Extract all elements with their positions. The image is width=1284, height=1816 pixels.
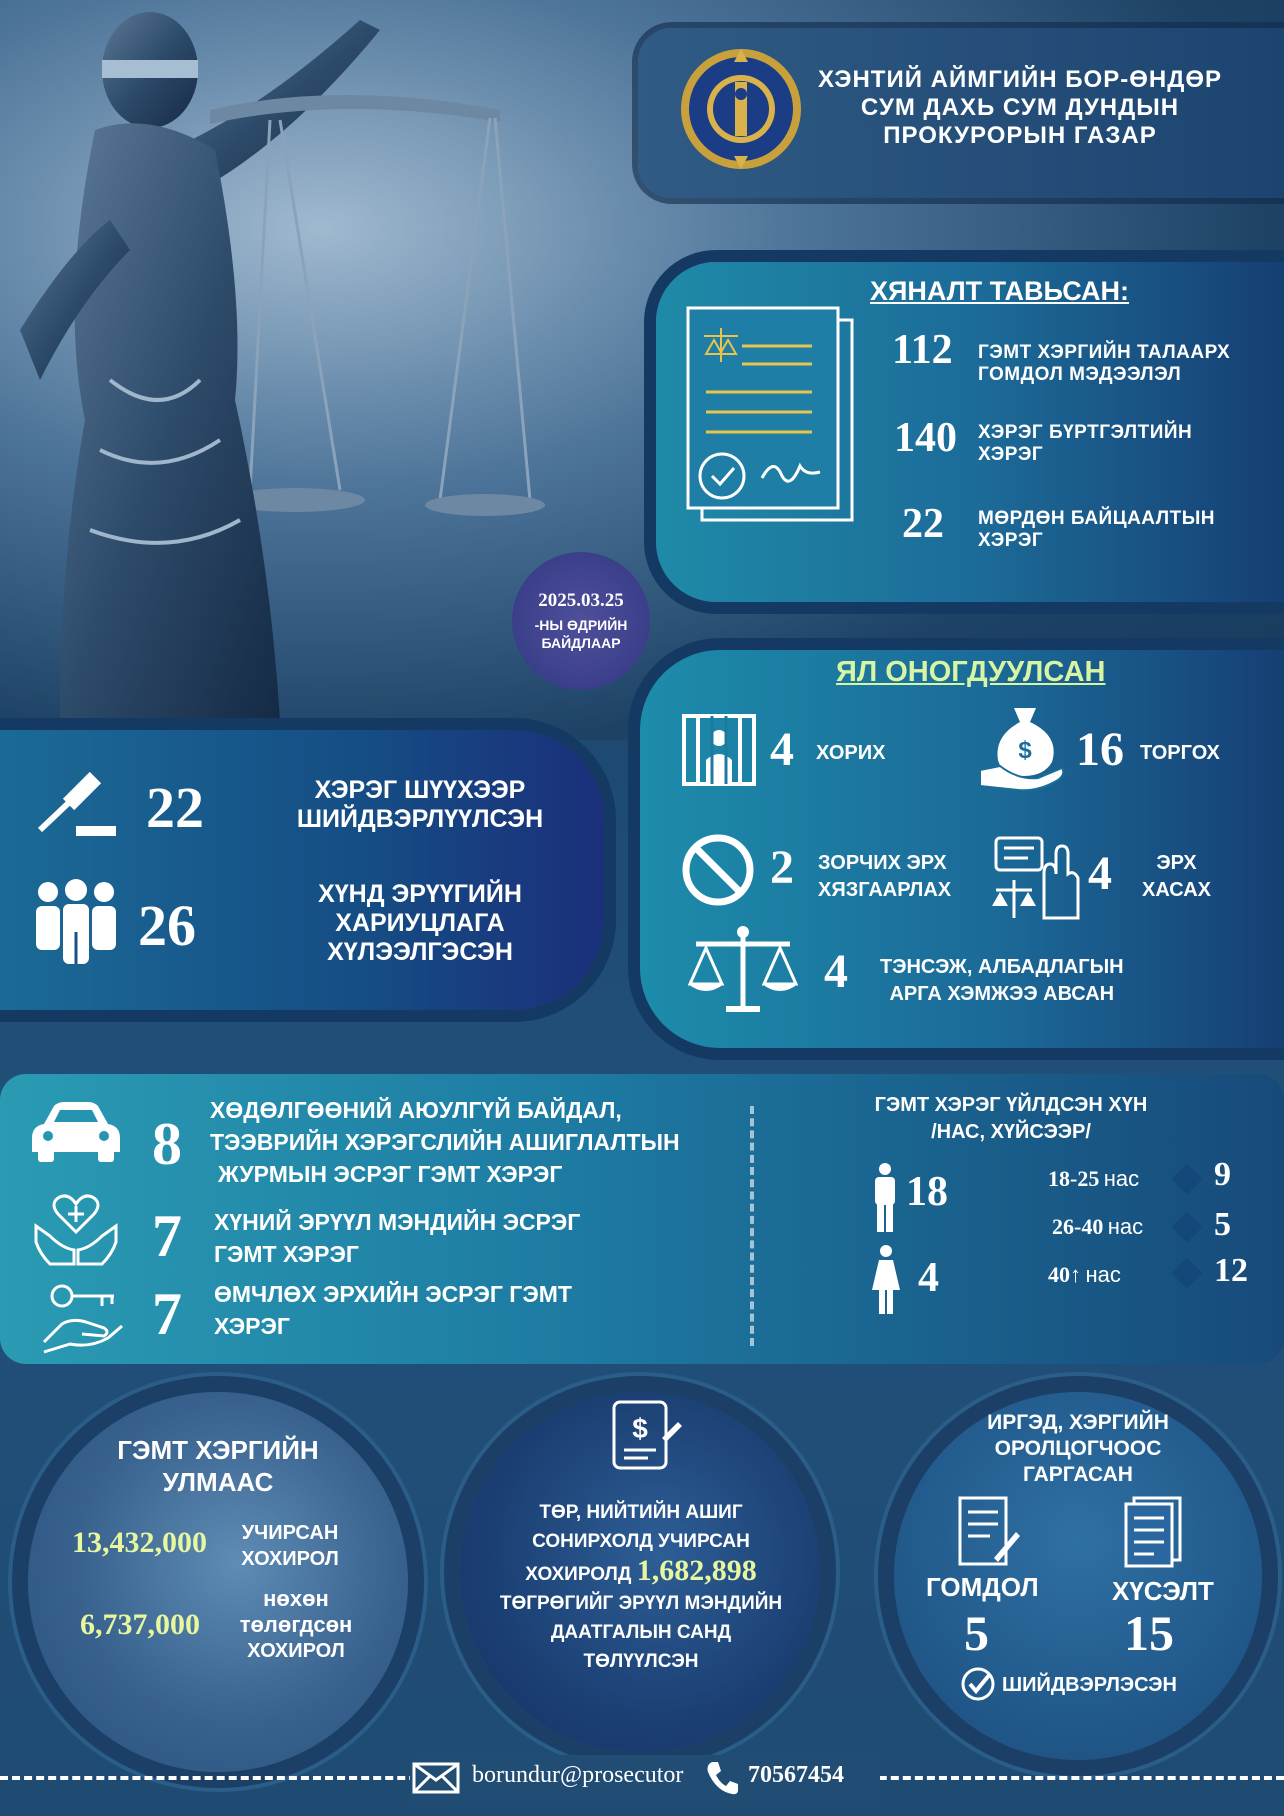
property-crime-label-line2: ХЭРЭГ <box>214 1313 290 1339</box>
court-decided-value: 22 <box>146 775 204 840</box>
travel-label-line2: ХЯЗГААРЛАХ <box>818 879 952 901</box>
damage-compensated-value: 6,737,000 <box>80 1608 200 1641</box>
health-hands-heart-icon <box>34 1192 118 1266</box>
investigation-label-line2: ХЭРЭГ <box>978 530 1044 551</box>
age-40-plus-value: 12 <box>1214 1252 1248 1289</box>
offenders-title <box>856 1092 1166 1146</box>
organization-title <box>800 66 1240 150</box>
phone-icon <box>704 1760 740 1796</box>
court-decided-label <box>270 776 570 834</box>
traffic-crime-value: 8 <box>152 1111 182 1177</box>
offenders-title-line2: /НАС, ХҮЙСЭЭР/ <box>931 1121 1091 1143</box>
invoice-document-icon <box>604 1398 684 1478</box>
age-row-40-plus <box>1048 1262 1121 1288</box>
fine-money-bag-icon <box>978 700 1068 792</box>
complaints-label <box>978 342 1230 386</box>
damage-caused-label <box>240 1520 340 1572</box>
date-note <box>535 616 628 652</box>
age-range-26-40: 26-40 <box>1052 1214 1104 1239</box>
date-note-line1: -НЫ ӨДРИЙН <box>534 617 628 633</box>
registration-label-line1: ХЭРЭГ БҮРТГЭЛТИЙН <box>978 422 1193 443</box>
title-line-1: ХЭНТИЙ АЙМГИЙН БОР-ӨНДӨР <box>817 66 1222 93</box>
date-value: 2025.03.25 <box>538 590 624 611</box>
probation-label-line2: АРГА ХЭМЖЭЭ АВСАН <box>889 983 1115 1005</box>
citizens-title-line2: ОРОЛЦОГЧООС <box>994 1437 1162 1460</box>
damage-caused-label-line1: УЧИРСАН <box>241 1522 339 1544</box>
travel-value: 2 <box>770 841 794 894</box>
property-crime-label-line1: ӨМЧЛӨХ ЭРХИЙН ЭСРЭГ ГЭМТ <box>214 1281 572 1307</box>
fine-value: 16 <box>1076 723 1124 776</box>
criminal-liability-value: 26 <box>138 893 196 958</box>
citizens-title <box>948 1410 1208 1488</box>
criminal-liability-label-line2: ХАРИУЦЛАГА <box>335 909 505 937</box>
damage-caused-label-line2: ХОХИРОЛ <box>241 1548 339 1570</box>
court-decided-label-line2: ШИЙДВЭРЛҮҮЛСЭН <box>296 805 544 833</box>
citizens-title-line1: ИРГЭД, ХЭРГИЙН <box>987 1411 1169 1434</box>
prohibited-icon <box>680 832 756 908</box>
age-unit: нас <box>1085 1262 1121 1287</box>
health-crime-label <box>214 1206 580 1270</box>
title-line-3: ПРОКУРОРЫН ГАЗАР <box>883 122 1157 149</box>
svg-text:$: $ <box>1018 737 1032 764</box>
health-crime-value: 7 <box>152 1203 182 1269</box>
probation-value: 4 <box>824 945 848 998</box>
prison-label: ХОРИХ <box>816 742 886 764</box>
damage-compensated-label-line3: ХОХИРОЛ <box>247 1640 345 1662</box>
age-unit: нас <box>1107 1214 1144 1239</box>
complaint-value: 5 <box>964 1605 989 1661</box>
state-fund-line3-text: ХОХИРОЛД <box>525 1564 632 1585</box>
registration-value: 140 <box>894 415 957 461</box>
registration-label-line2: ХЭРЭГ <box>978 444 1044 465</box>
probation-label-line1: ТЭНСЭЖ, АЛБАДЛАГЫН <box>880 956 1124 978</box>
court-decided-label-line1: ХЭРЭГ ШҮҮХЭЭР <box>314 776 526 804</box>
request-document-icon <box>1124 1496 1186 1568</box>
complaint-label: ГОМДОЛ <box>926 1572 1039 1602</box>
criminal-liability-label-line1: ХҮНД ЭРҮҮГИЙН <box>318 880 522 908</box>
legal-document-icon <box>682 306 868 536</box>
check-circle-icon <box>960 1666 996 1702</box>
investigation-label <box>978 508 1215 552</box>
age-18-25-value: 9 <box>1214 1156 1231 1193</box>
offenders-title-line1: ГЭМТ ХЭРЭГ ҮЙЛДСЭН ХҮН <box>874 1094 1148 1116</box>
car-icon <box>30 1100 122 1164</box>
male-count: 18 <box>906 1169 948 1215</box>
state-fund-line4: ТӨГРӨГИЙГ ЭРҮҮЛ МЭНДИЙН <box>499 1593 783 1614</box>
damage-title <box>98 1434 338 1498</box>
rights-label <box>1142 850 1211 904</box>
travel-label-line1: ЗОРЧИХ ЭРХ <box>818 852 947 874</box>
traffic-crime-label-line2: ТЭЭВРИЙН ХЭРЭГСЛИЙН АШИГЛАЛТЫН <box>210 1129 680 1155</box>
age-unit: нас <box>1103 1166 1140 1191</box>
rights-deprivation-icon <box>988 834 1082 922</box>
travel-label <box>818 850 951 904</box>
registration-label <box>978 422 1192 466</box>
age-range-40-plus: 40 <box>1048 1262 1070 1287</box>
resolved-label: ШИЙДВЭРЛЭСЭН <box>1002 1674 1177 1696</box>
male-figure-icon <box>870 1162 900 1234</box>
contact-phone[interactable]: 70567454 <box>748 1762 844 1788</box>
oversight-title: ХЯНАЛТ ТАВЬСАН: <box>870 276 1130 306</box>
probation-label <box>880 954 1124 1008</box>
damage-caused-value: 13,432,000 <box>72 1526 207 1559</box>
contact-email[interactable]: borundur@prosecutor <box>472 1762 684 1788</box>
complaint-document-icon <box>958 1496 1022 1568</box>
age-row-26-40 <box>1052 1214 1143 1240</box>
title-line-2: СУМ ДАХЬ СУМ ДУНДЫН <box>860 94 1180 121</box>
prison-icon <box>682 714 756 786</box>
state-fund-text <box>486 1498 796 1676</box>
arrow-up-icon: ↑ <box>1070 1262 1081 1287</box>
age-26-40-value: 5 <box>1214 1206 1231 1243</box>
scales-icon <box>686 922 800 1014</box>
state-fund-line1: ТӨР, НИЙТИЙН АШИГ <box>539 1502 743 1523</box>
date-note-line2: БАЙДЛААР <box>541 635 621 651</box>
health-crime-label-line2: ГЭМТ ХЭРЭГ <box>214 1241 359 1267</box>
rights-label-line2: ХАСАХ <box>1142 879 1212 901</box>
state-fund-line2: СОНИРХОЛД УЧИРСАН <box>532 1531 750 1552</box>
investigation-label-line1: МӨРДӨН БАЙЦААЛТЫН <box>978 508 1216 529</box>
traffic-crime-label-line1: ХӨДӨЛГӨӨНИЙ АЮУЛГҮЙ БАЙДАЛ, <box>210 1097 622 1123</box>
complaints-label-line2: ГОМДОЛ МЭДЭЭЛЭЛ <box>978 364 1182 385</box>
mail-icon <box>412 1762 460 1794</box>
property-key-hand-icon <box>40 1282 124 1354</box>
date-badge <box>512 552 650 690</box>
fine-label: ТОРГОХ <box>1140 742 1220 764</box>
penalties-title: ЯЛ ОНОГДУУЛСАН <box>836 656 1106 688</box>
health-crime-label-line1: ХҮНИЙ ЭРҮҮЛ МЭНДИЙН ЭСРЭГ <box>214 1209 581 1235</box>
female-figure-icon <box>870 1244 902 1316</box>
age-range-18-25: 18-25 <box>1048 1166 1100 1191</box>
traffic-crime-label <box>210 1094 680 1190</box>
request-value: 15 <box>1124 1605 1174 1661</box>
citizens-title-line3: ГАРГАСАН <box>1023 1463 1133 1486</box>
complaints-value: 112 <box>892 327 953 373</box>
state-fund-line3 <box>486 1556 796 1589</box>
complaints-label-line1: ГЭМТ ХЭРГИЙН ТАЛААРХ <box>978 342 1231 363</box>
damage-compensated-label-line1: нөхөн <box>263 1586 329 1611</box>
people-group-icon <box>34 878 118 968</box>
prison-value: 4 <box>770 723 794 776</box>
traffic-crime-label-line3: ЖУРМЫН ЭСРЭГ ГЭМТ ХЭРЭГ <box>218 1161 563 1187</box>
state-fund-value: 1,682,898 <box>636 1554 757 1587</box>
investigation-value: 22 <box>902 501 944 547</box>
oversight-item-complaints <box>892 326 953 374</box>
state-fund-line5: ДААТГАЛЫН САНД <box>550 1622 732 1643</box>
svg-text:$: $ <box>632 1413 648 1444</box>
damage-title-line1: ГЭМТ ХЭРГИЙН <box>117 1435 319 1465</box>
state-fund-line6: ТӨЛҮҮЛСЭН <box>583 1651 699 1672</box>
property-crime-value: 7 <box>152 1281 182 1347</box>
female-count: 4 <box>918 1255 939 1301</box>
property-crime-label <box>214 1278 572 1342</box>
request-label: ХҮСЭЛТ <box>1112 1576 1214 1606</box>
age-row-18-25 <box>1048 1166 1139 1192</box>
prosecutor-emblem-icon <box>676 44 806 174</box>
oversight-item-registration <box>894 414 957 462</box>
gavel-icon <box>34 768 120 840</box>
rights-label-line1: ЭРХ <box>1156 852 1197 874</box>
criminal-liability-label-line3: ХҮЛЭЭЛГЭСЭН <box>327 938 513 966</box>
criminal-liability-label <box>270 880 570 967</box>
damage-title-line2: УЛМААС <box>162 1467 274 1497</box>
section-divider <box>750 1106 754 1346</box>
oversight-item-investigation <box>902 500 944 548</box>
rights-value: 4 <box>1088 847 1112 900</box>
damage-compensated-label-line2: төлөгдсөн <box>239 1612 353 1637</box>
damage-compensated-label <box>232 1586 360 1664</box>
